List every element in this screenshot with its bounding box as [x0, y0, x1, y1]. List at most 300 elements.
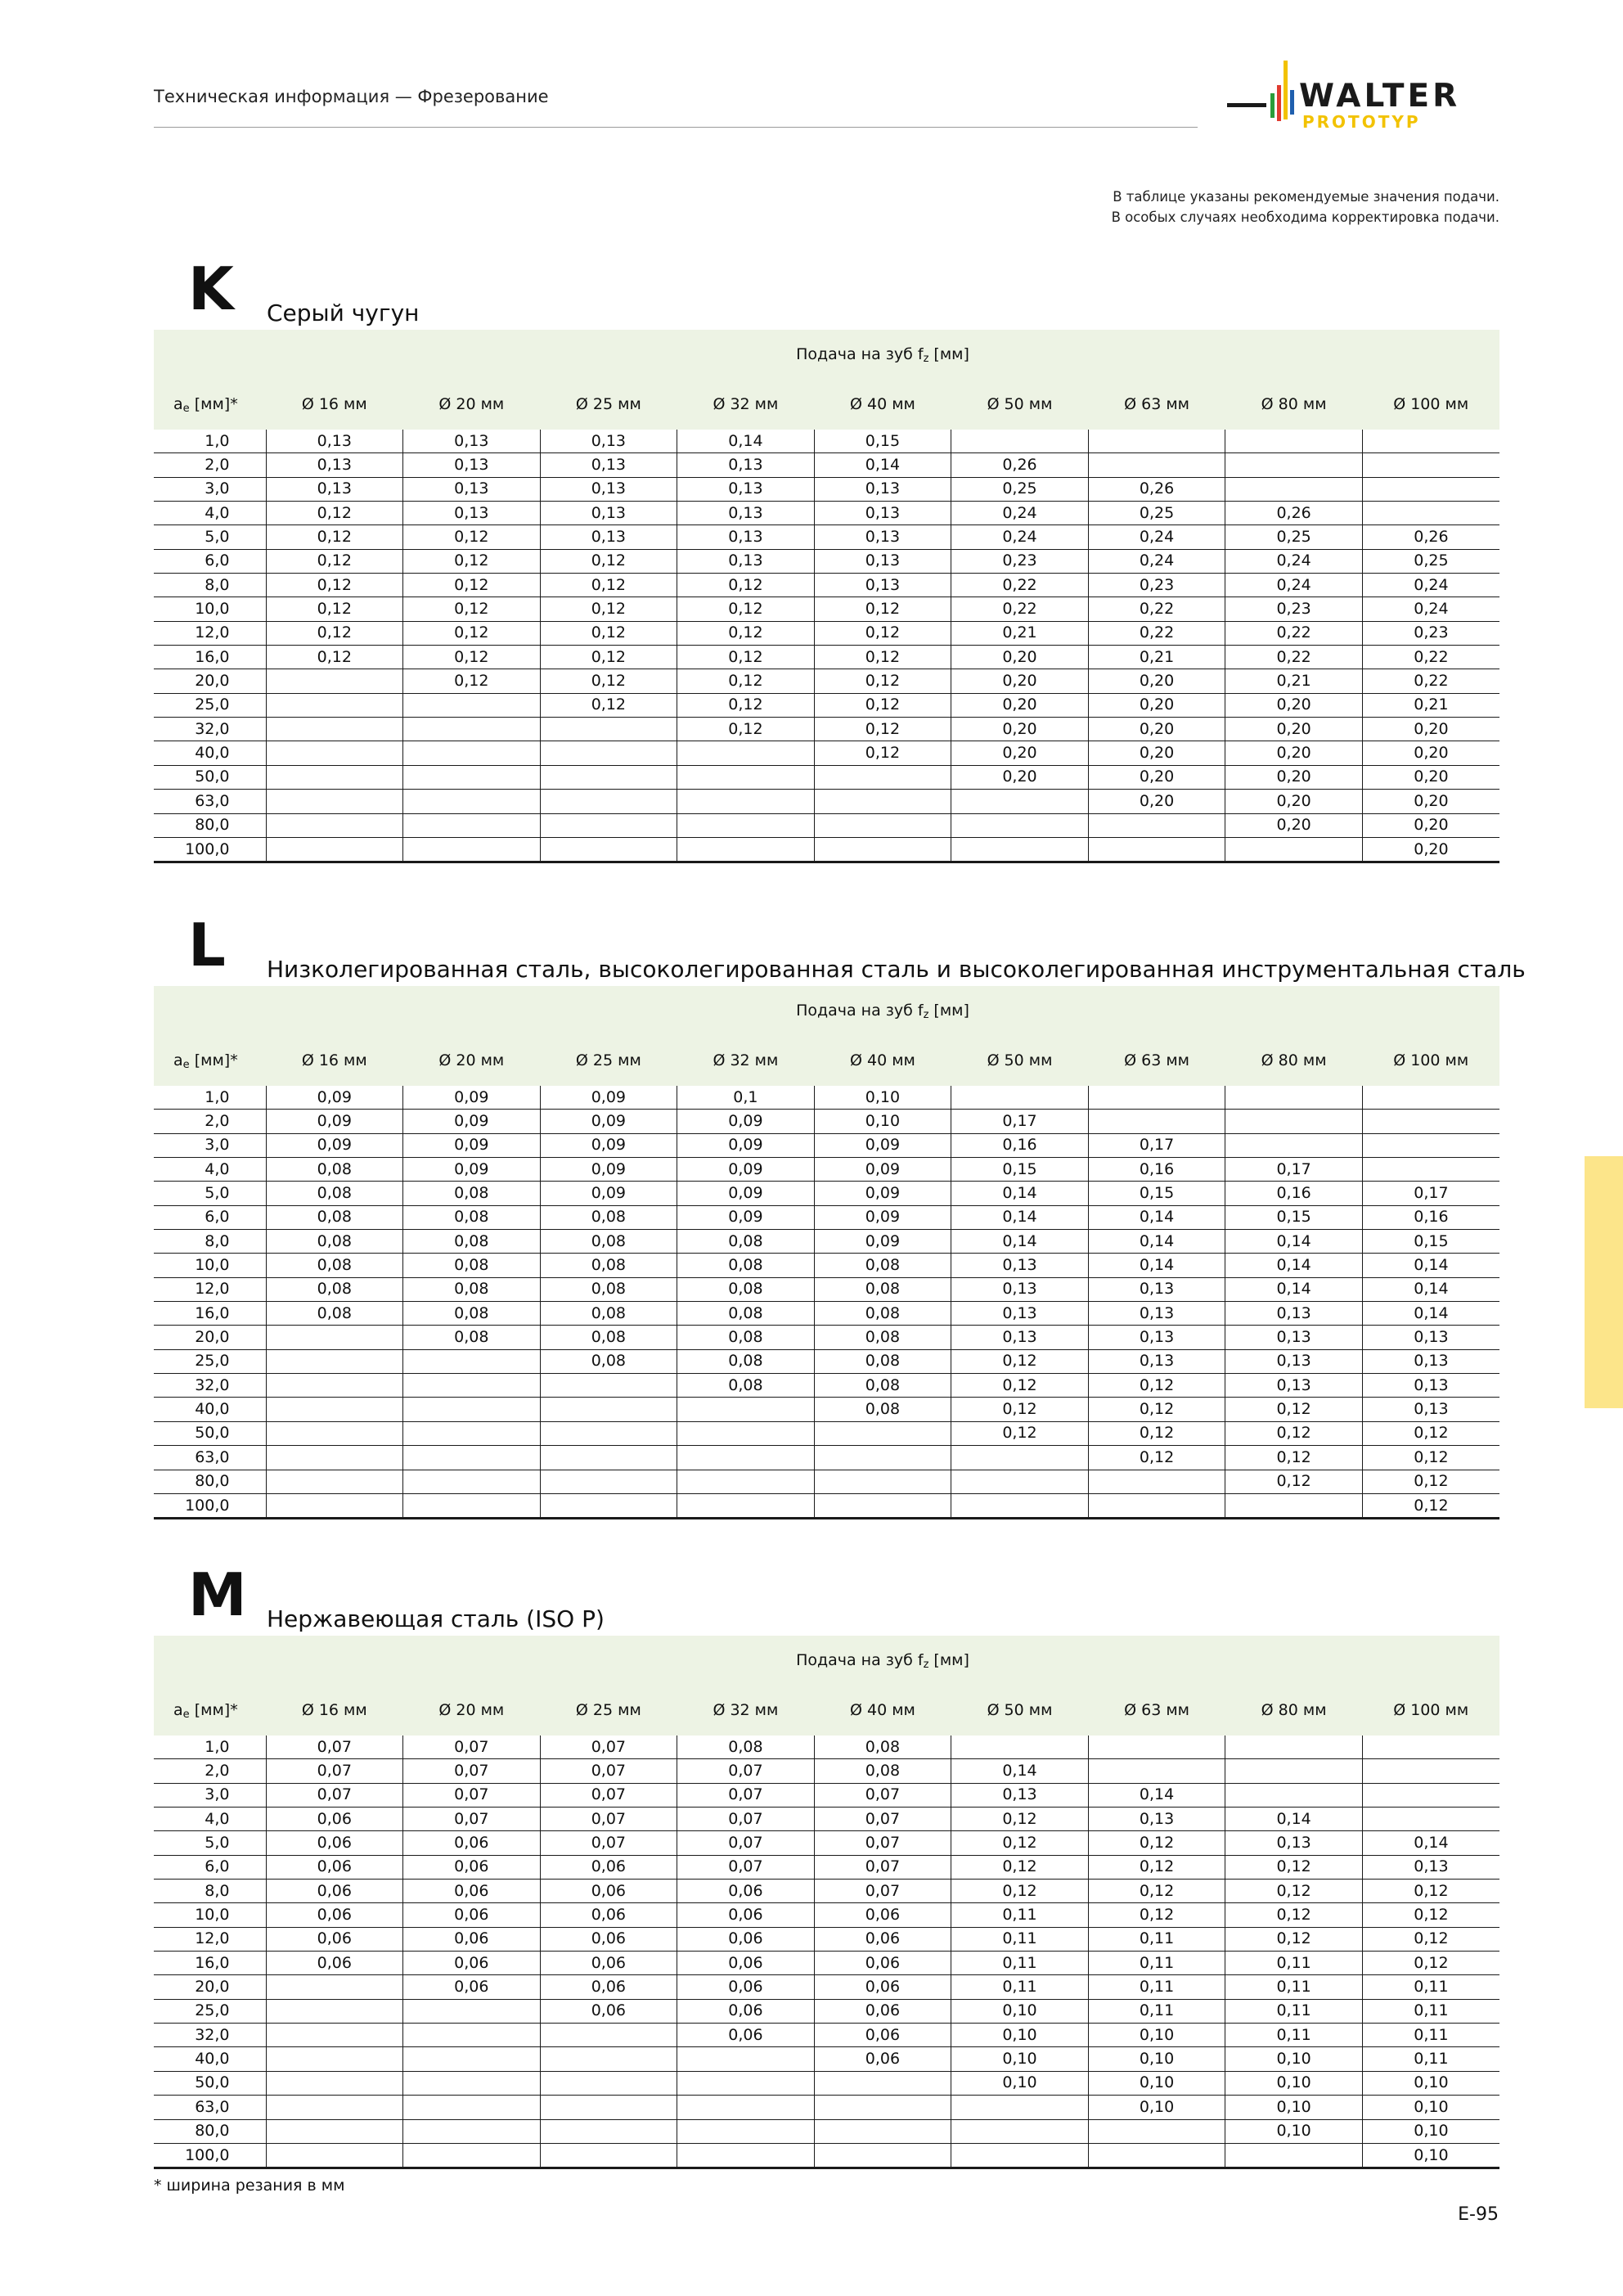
feed-cell: 0,12 — [1225, 1446, 1363, 1470]
section-title: Нержавеющая сталь (ISO P) — [267, 1605, 605, 1632]
feed-cell: 0,20 — [951, 741, 1089, 765]
feed-cell — [1088, 1470, 1225, 1493]
ae-cell: 40,0 — [154, 741, 266, 765]
feed-cell: 0,06 — [814, 1927, 951, 1951]
ae-cell: 10,0 — [154, 597, 266, 621]
header-spacer — [154, 330, 266, 379]
feed-cell: 0,20 — [951, 718, 1089, 741]
feed-cell: 0,08 — [814, 1254, 951, 1277]
feed-cell — [266, 669, 403, 693]
table-row — [154, 1326, 1499, 1349]
feed-cell — [1088, 2119, 1225, 2143]
feed-cell — [677, 765, 815, 789]
feed-cell: 0,23 — [1225, 597, 1363, 621]
feed-cell: 0,13 — [540, 453, 677, 477]
feed-cell — [677, 1421, 815, 1445]
feed-cell: 0,12 — [1088, 1374, 1225, 1398]
table-row — [154, 1398, 1499, 1421]
header-divider — [154, 127, 1198, 128]
feed-cell — [1362, 1110, 1499, 1133]
feed-cell: 0,14 — [951, 1205, 1089, 1229]
feed-cell — [814, 1493, 951, 1518]
feed-cell: 0,20 — [1362, 765, 1499, 789]
feed-cell — [677, 1470, 815, 1493]
feed-cell: 0,26 — [951, 453, 1089, 477]
ae-cell: 12,0 — [154, 1927, 266, 1951]
feed-cell: 0,07 — [266, 1759, 403, 1783]
feed-cell — [814, 813, 951, 837]
section-title: Серый чугун — [267, 299, 420, 326]
feed-cell: 0,10 — [1088, 2024, 1225, 2047]
feed-cell — [1362, 1736, 1499, 1759]
feed-cell — [266, 2143, 403, 2168]
feed-cell: 0,12 — [540, 669, 677, 693]
feed-cell: 0,12 — [1362, 1927, 1499, 1951]
feed-cell: 0,13 — [403, 502, 541, 525]
feed-cell: 0,12 — [1362, 1952, 1499, 1975]
feed-cell: 0,24 — [1225, 574, 1363, 597]
feed-cell: 0,07 — [403, 1808, 541, 1831]
feed-cell: 0,20 — [1362, 741, 1499, 765]
feed-cell: 0,12 — [540, 549, 677, 573]
feed-cell: 0,09 — [677, 1133, 815, 1157]
feed-cell: 0,13 — [1088, 1326, 1225, 1349]
feed-cell: 0,06 — [540, 1855, 677, 1879]
feed-cell: 0,12 — [1088, 1855, 1225, 1879]
diameter-column-header: Ø 32 мм — [677, 1685, 815, 1736]
feed-cell: 0,12 — [266, 525, 403, 549]
feed-cell — [677, 2047, 815, 2071]
table-row — [154, 2143, 1499, 2168]
table-row — [154, 2071, 1499, 2095]
feed-label: Подача на зуб f — [796, 345, 924, 363]
feed-label: Подача на зуб f — [796, 1651, 924, 1669]
feed-cell — [403, 1421, 541, 1445]
feed-cell: 0,24 — [1088, 549, 1225, 573]
feed-cell: 0,12 — [814, 718, 951, 741]
feed-cell: 0,07 — [814, 1880, 951, 1903]
feed-cell: 0,12 — [266, 646, 403, 669]
feed-cell — [266, 2096, 403, 2119]
feed-label: Подача на зуб f — [796, 1002, 924, 1020]
feed-cell: 0,10 — [951, 2047, 1089, 2071]
ae-cell: 63,0 — [154, 1446, 266, 1470]
ae-cell: 32,0 — [154, 1374, 266, 1398]
feed-cell: 0,08 — [266, 1158, 403, 1182]
diameter-column-header: Ø 80 мм — [1225, 1685, 1363, 1736]
ae-cell: 50,0 — [154, 765, 266, 789]
feed-cell: 0,11 — [1225, 1952, 1363, 1975]
feed-cell: 0,12 — [951, 1808, 1089, 1831]
table-row — [154, 1230, 1499, 1254]
feed-cell: 0,10 — [1362, 2071, 1499, 2095]
feed-cell: 0,12 — [403, 574, 541, 597]
diameter-column-header: Ø 20 мм — [403, 1035, 541, 1086]
feed-cell: 0,22 — [951, 597, 1089, 621]
ae-cell: 40,0 — [154, 1398, 266, 1421]
chapter-tab — [1585, 1156, 1623, 1408]
feed-cell: 0,07 — [266, 1736, 403, 1759]
ae-cell: 100,0 — [154, 1493, 266, 1518]
feed-cell: 0,12 — [951, 1398, 1089, 1421]
ae-cell: 4,0 — [154, 1158, 266, 1182]
feed-cell — [951, 837, 1089, 862]
feed-cell — [540, 2047, 677, 2071]
feed-cell — [403, 693, 541, 717]
feed-cell: 0,12 — [951, 1421, 1089, 1445]
feed-cell: 0,09 — [677, 1182, 815, 1205]
feed-cell: 0,08 — [540, 1205, 677, 1229]
feed-cell: 0,14 — [951, 1759, 1089, 1783]
feed-cell: 0,10 — [1362, 2143, 1499, 2168]
feed-cell — [1225, 2143, 1363, 2168]
feed-cell: 0,08 — [540, 1277, 677, 1301]
feed-unit: [мм] — [928, 1002, 969, 1020]
feed-cell: 0,11 — [1362, 1975, 1499, 1999]
ae-cell: 63,0 — [154, 2096, 266, 2119]
feed-note-line-2: В особых случаях необходима корректировка подачи. — [1111, 209, 1499, 225]
table-row — [154, 1421, 1499, 1445]
feed-cell — [266, 1446, 403, 1470]
feed-cell — [814, 2119, 951, 2143]
feed-cell: 0,06 — [677, 1927, 815, 1951]
feed-cell: 0,13 — [1088, 1808, 1225, 1831]
feed-cell: 0,08 — [540, 1254, 677, 1277]
table-row — [154, 1133, 1499, 1157]
feed-cell: 0,26 — [1225, 502, 1363, 525]
feed-cell: 0,08 — [403, 1254, 541, 1277]
feed-cell: 0,14 — [1225, 1277, 1363, 1301]
feed-cell: 0,12 — [540, 597, 677, 621]
feed-cell — [677, 2071, 815, 2095]
feed-cell — [951, 1470, 1089, 1493]
feed-cell: 0,09 — [540, 1110, 677, 1133]
feed-cell: 0,14 — [1225, 1808, 1363, 1831]
feed-cell — [1362, 1086, 1499, 1110]
ae-cell: 25,0 — [154, 693, 266, 717]
feed-cell: 0,21 — [1225, 669, 1363, 693]
feed-cell: 0,08 — [540, 1230, 677, 1254]
ae-cell: 2,0 — [154, 1759, 266, 1783]
feed-cell — [266, 2047, 403, 2071]
feed-cell — [540, 813, 677, 837]
feed-cell — [403, 837, 541, 862]
table-row — [154, 1808, 1499, 1831]
ae-cell: 6,0 — [154, 549, 266, 573]
table-row — [154, 502, 1499, 525]
feed-cell — [951, 1446, 1089, 1470]
footnote: * ширина резания в мм — [154, 2177, 345, 2195]
feed-cell — [403, 1349, 541, 1373]
feed-cell: 0,10 — [1088, 2071, 1225, 2095]
feed-cell: 0,26 — [1362, 525, 1499, 549]
feed-cell: 0,17 — [1362, 1182, 1499, 1205]
feed-cell — [1088, 430, 1225, 453]
feed-cell: 0,12 — [1362, 1903, 1499, 1927]
feed-cell: 0,07 — [540, 1736, 677, 1759]
table-row — [154, 525, 1499, 549]
feed-cell: 0,16 — [1088, 1158, 1225, 1182]
feed-cell — [1362, 1808, 1499, 1831]
feed-cell: 0,08 — [540, 1349, 677, 1373]
feed-cell: 0,08 — [266, 1230, 403, 1254]
feed-cell: 0,06 — [403, 1855, 541, 1879]
feed-cell: 0,13 — [677, 453, 815, 477]
table-row — [154, 1277, 1499, 1301]
feed-note — [1112, 187, 1499, 227]
feed-cell — [540, 2096, 677, 2119]
feed-cell — [1362, 1158, 1499, 1182]
feed-cell — [266, 790, 403, 813]
table-row — [154, 1254, 1499, 1277]
ae-subscript: e — [182, 1708, 190, 1721]
table-row — [154, 790, 1499, 813]
feed-cell: 0,12 — [1225, 1421, 1363, 1445]
feed-cell — [1088, 1759, 1225, 1783]
feed-cell: 0,06 — [403, 1903, 541, 1927]
feed-cell — [266, 1374, 403, 1398]
feed-cell: 0,06 — [814, 1975, 951, 1999]
feed-cell: 0,06 — [814, 1952, 951, 1975]
diameter-column-header: Ø 50 мм — [951, 1035, 1089, 1086]
feed-cell: 0,20 — [1088, 741, 1225, 765]
feed-cell: 0,09 — [814, 1158, 951, 1182]
feed-cell: 0,09 — [266, 1110, 403, 1133]
feed-cell: 0,14 — [1088, 1254, 1225, 1277]
feed-cell: 0,12 — [1225, 1880, 1363, 1903]
feed-cell: 0,13 — [814, 574, 951, 597]
feed-cell — [540, 765, 677, 789]
feed-cell: 0,11 — [1225, 1975, 1363, 1999]
feed-cell: 0,15 — [951, 1158, 1089, 1182]
feed-cell — [1088, 1086, 1225, 1110]
feed-cell — [1088, 813, 1225, 837]
feed-cell: 0,08 — [814, 1374, 951, 1398]
feed-cell: 0,06 — [540, 1999, 677, 2023]
feed-cell: 0,12 — [540, 646, 677, 669]
feed-cell: 0,13 — [951, 1302, 1089, 1326]
feed-cell: 0,07 — [814, 1783, 951, 1807]
ae-cell: 25,0 — [154, 1999, 266, 2023]
feed-cell: 0,15 — [1225, 1205, 1363, 1229]
feed-cell: 0,08 — [403, 1205, 541, 1229]
feed-cell: 0,14 — [1362, 1302, 1499, 1326]
feed-cell: 0,09 — [677, 1158, 815, 1182]
feed-cell: 0,07 — [677, 1808, 815, 1831]
feed-cell: 0,13 — [814, 525, 951, 549]
feed-cell: 0,11 — [1225, 2024, 1363, 2047]
table-row — [154, 549, 1499, 573]
feed-cell: 0,20 — [951, 646, 1089, 669]
feed-cell: 0,06 — [403, 1880, 541, 1903]
feed-cell: 0,23 — [951, 549, 1089, 573]
feed-cell: 0,08 — [266, 1254, 403, 1277]
feed-cell — [403, 765, 541, 789]
feed-cell: 0,08 — [814, 1736, 951, 1759]
feed-cell — [1225, 1110, 1363, 1133]
table-row — [154, 1182, 1499, 1205]
ae-cell: 100,0 — [154, 837, 266, 862]
feed-cell: 0,12 — [266, 549, 403, 573]
feed-cell: 0,06 — [540, 1975, 677, 1999]
feed-cell — [403, 2119, 541, 2143]
feed-cell — [814, 2143, 951, 2168]
feed-cell: 0,23 — [1088, 574, 1225, 597]
table-row — [154, 453, 1499, 477]
feed-cell: 0,12 — [403, 597, 541, 621]
feed-cell: 0,13 — [1362, 1855, 1499, 1879]
feed-cell: 0,10 — [814, 1086, 951, 1110]
feed-cell — [1088, 1736, 1225, 1759]
feed-cell: 0,10 — [1225, 2096, 1363, 2119]
feed-cell — [403, 2143, 541, 2168]
feed-cell: 0,17 — [1225, 1158, 1363, 1182]
feed-cell: 0,08 — [540, 1302, 677, 1326]
feed-cell: 0,21 — [1088, 646, 1225, 669]
feed-cell: 0,13 — [540, 477, 677, 501]
table-row — [154, 1975, 1499, 1999]
feed-cell — [951, 790, 1089, 813]
feed-cell: 0,12 — [677, 693, 815, 717]
feed-cell: 0,06 — [266, 1808, 403, 1831]
feed-cell: 0,14 — [951, 1230, 1089, 1254]
logo-subword: PROTOTYP — [1302, 112, 1421, 132]
table-row — [154, 1349, 1499, 1373]
feed-cell: 0,13 — [1088, 1349, 1225, 1373]
feed-cell — [1362, 477, 1499, 501]
feed-cell — [1225, 1759, 1363, 1783]
feed-cell: 0,13 — [951, 1277, 1089, 1301]
feed-cell: 0,09 — [403, 1133, 541, 1157]
table-row — [154, 1110, 1499, 1133]
feed-cell — [403, 1470, 541, 1493]
feed-cell — [403, 790, 541, 813]
feed-cell: 0,14 — [1088, 1230, 1225, 1254]
feed-cell: 0,12 — [1225, 1903, 1363, 1927]
feed-cell — [1225, 837, 1363, 862]
feed-cell: 0,09 — [677, 1110, 815, 1133]
feed-cell: 0,12 — [403, 646, 541, 669]
feed-cell — [951, 1086, 1089, 1110]
feed-cell: 0,15 — [1088, 1182, 1225, 1205]
feed-cell: 0,16 — [1225, 1182, 1363, 1205]
feed-cell: 0,13 — [1225, 1349, 1363, 1373]
feed-cell: 0,12 — [1225, 1470, 1363, 1493]
feed-subscript: z — [923, 353, 929, 365]
feed-cell: 0,20 — [1225, 813, 1363, 837]
feed-cell: 0,08 — [677, 1302, 815, 1326]
feed-cell: 0,13 — [1225, 1302, 1363, 1326]
feed-per-tooth-header — [266, 1636, 1499, 1685]
feed-cell: 0,09 — [540, 1182, 677, 1205]
table-row — [154, 693, 1499, 717]
feed-cell: 0,08 — [540, 1326, 677, 1349]
ae-cell: 2,0 — [154, 1110, 266, 1133]
ae-unit: [мм]* — [189, 395, 238, 413]
feed-cell — [266, 837, 403, 862]
feed-cell: 0,13 — [540, 430, 677, 453]
table-row — [154, 1302, 1499, 1326]
feed-cell: 0,08 — [814, 1349, 951, 1373]
feed-cell: 0,12 — [403, 669, 541, 693]
feed-cell: 0,09 — [403, 1086, 541, 1110]
feed-cell: 0,24 — [1088, 525, 1225, 549]
feed-cell — [951, 2096, 1089, 2119]
feed-cell: 0,10 — [1362, 2119, 1499, 2143]
feed-cell — [1362, 1133, 1499, 1157]
feed-cell: 0,12 — [1362, 1421, 1499, 1445]
feed-cell: 0,22 — [1088, 621, 1225, 645]
feed-cell: 0,12 — [1088, 1880, 1225, 1903]
feed-cell: 0,12 — [266, 574, 403, 597]
table-row — [154, 2047, 1499, 2071]
feed-cell: 0,22 — [1362, 646, 1499, 669]
feed-cell — [266, 693, 403, 717]
table-row — [154, 1880, 1499, 1903]
diameter-column-header: Ø 63 мм — [1088, 1035, 1225, 1086]
feed-cell: 0,11 — [1362, 1999, 1499, 2023]
feed-cell: 0,10 — [951, 2024, 1089, 2047]
feed-cell — [266, 1999, 403, 2023]
section-l — [154, 904, 1526, 1519]
feed-cell: 0,12 — [814, 597, 951, 621]
feed-cell: 0,07 — [540, 1759, 677, 1783]
ae-cell: 80,0 — [154, 813, 266, 837]
feed-cell: 0,07 — [677, 1855, 815, 1879]
feed-cell: 0,06 — [266, 1952, 403, 1975]
table-row — [154, 1493, 1499, 1518]
feed-cell: 0,06 — [266, 1831, 403, 1855]
feed-cell: 0,11 — [951, 1952, 1089, 1975]
feed-cell — [814, 2096, 951, 2119]
ae-cell: 12,0 — [154, 621, 266, 645]
feed-cell — [266, 1398, 403, 1421]
feed-cell: 0,12 — [540, 693, 677, 717]
feed-cell: 0,25 — [1362, 549, 1499, 573]
feed-cell: 0,15 — [814, 430, 951, 453]
feed-cell — [1362, 430, 1499, 453]
ae-label: a — [173, 1701, 183, 1719]
feed-cell — [540, 2024, 677, 2047]
feed-cell: 0,25 — [951, 477, 1089, 501]
table-row — [154, 837, 1499, 862]
ae-cell: 40,0 — [154, 2047, 266, 2071]
ae-cell: 1,0 — [154, 1086, 266, 1110]
feed-cell: 0,06 — [403, 1831, 541, 1855]
feed-cell: 0,06 — [677, 1975, 815, 1999]
feed-cell: 0,13 — [403, 477, 541, 501]
ae-cell: 5,0 — [154, 1831, 266, 1855]
feed-cell — [540, 790, 677, 813]
feed-cell — [540, 1470, 677, 1493]
feed-cell: 0,21 — [951, 621, 1089, 645]
feed-cell: 0,06 — [540, 1927, 677, 1951]
feed-cell: 0,06 — [677, 2024, 815, 2047]
feed-cell: 0,14 — [1362, 1254, 1499, 1277]
feed-cell: 0,08 — [403, 1326, 541, 1349]
diameter-column-header: Ø 63 мм — [1088, 379, 1225, 430]
feed-cell: 0,12 — [677, 718, 815, 741]
feed-cell: 0,16 — [1362, 1205, 1499, 1229]
feed-cell — [1225, 1086, 1363, 1110]
feed-cell: 0,13 — [814, 549, 951, 573]
feed-cell: 0,11 — [1088, 1952, 1225, 1975]
diameter-column-header: Ø 16 мм — [266, 379, 403, 430]
feed-cell — [1225, 430, 1363, 453]
ae-cell: 1,0 — [154, 430, 266, 453]
feed-cell — [266, 1975, 403, 1999]
feed-cell — [403, 2071, 541, 2095]
